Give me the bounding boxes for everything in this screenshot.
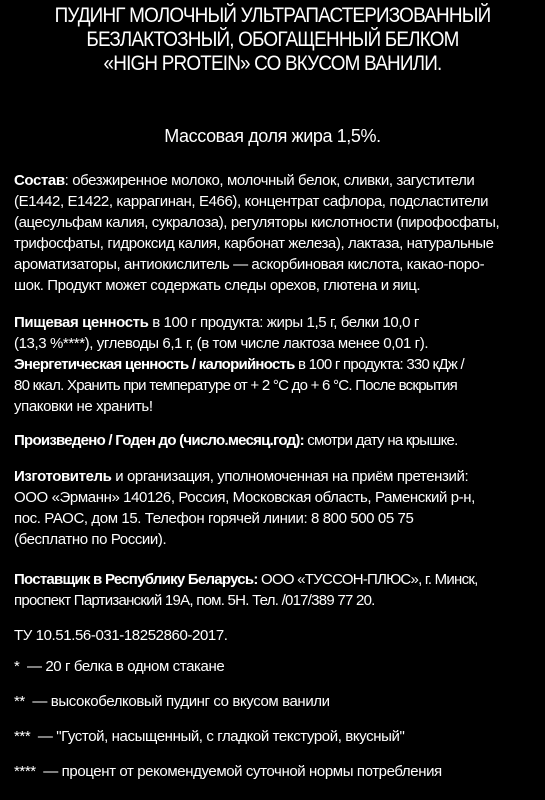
footnote-4-text: — процент от рекомендуемой суточной нормы потребления (43, 763, 442, 780)
manufacturer-text-2: ООО «Эрманн» 140126, Россия, Московская область, Раменский р-н, (14, 489, 475, 506)
energy-text-3: упаковки не хранить! (14, 398, 153, 415)
footnote-1 (14, 656, 535, 677)
footnote-2-mark: ** (14, 693, 25, 710)
supplier-text-1: ООО «ТУССОН-ПЛЮС», г. Минск, (257, 571, 478, 588)
footnote-4-mark: **** (14, 763, 36, 780)
product-title (0, 0, 545, 76)
footnote-3-text: — "Густой, насыщенный, с гладкой текстурой, вкусный" (37, 728, 405, 745)
manufacturer-text-1: и организация, уполномоченная на приём претензий: (111, 468, 469, 485)
supplier-text-2: проспект Партизанский 19А, пом. 5Н. Тел. /017/389 77 20. (14, 592, 375, 609)
footnote-1-mark: * (14, 658, 20, 675)
supplier-section (14, 569, 535, 611)
nutrition-text-1: в 100 г продукта: жиры 1,5 г, белки 10,0 г (148, 314, 419, 331)
footnote-2 (14, 691, 535, 712)
composition-text-6: шок. Продукт может содержать следы орехов, глютена и яиц. (14, 277, 421, 294)
title-line-2: БЕЗЛАКТОЗНЫЙ, ОБОГАЩЕННЫЙ БЕЛКОМ (86, 28, 459, 51)
manufacturer-label: Изготовитель (14, 468, 112, 485)
footnote-3 (14, 726, 535, 747)
composition-text-3: (ацесульфам калия, сукралоза), регуляторы кислотности (пирофосфаты, (14, 214, 500, 231)
composition-label: Состав (14, 172, 65, 189)
tu-code: ТУ 10.51.56-031-18252860-2017. (14, 627, 228, 644)
supplier-label: Поставщик в Республику Беларусь: (14, 571, 258, 588)
energy-text-2: 80 ккал. Хранить при температуре от + 2 °С до + 6 °С. После вскрытия (14, 377, 457, 394)
produced-section (14, 430, 535, 451)
composition-section (14, 170, 535, 296)
composition-text-2: (Е1442, Е1422, каррагинан, Е466), концентрат сафлора, подсластители (14, 193, 489, 210)
composition-text-4: трифосфаты, гидроксид калия, карбонат железа), лактаза, натуральные (14, 235, 494, 252)
energy-label: Энергетическая ценность / калорийность (14, 356, 295, 373)
produced-label: Произведено / Годен до (число.месяц.год): (14, 432, 304, 449)
nutrition-section (14, 312, 535, 417)
energy-text-1: в 100 г продукта: 330 кДж / (294, 356, 464, 373)
footnote-2-text: — высокобелковый пудинг со вкусом ванили (32, 693, 330, 710)
composition-text-1: : обезжиренное молоко, молочный белок, сливки, загустители (64, 172, 475, 189)
footnote-1-text: — 20 г белка в одном стакане (26, 658, 225, 675)
manufacturer-section (14, 466, 535, 550)
title-line-3: «HIGH PROTEIN» СО ВКУСОМ ВАНИЛИ. (103, 52, 442, 75)
footnote-3-mark: *** (14, 728, 31, 745)
nutrition-text-2: (13,3 %****), углеводы 6,1 г, (в том числе лактоза менее 0,01 г). (14, 335, 429, 352)
manufacturer-text-4: (бесплатно по России). (14, 531, 167, 548)
fat-content: Массовая доля жира 1,5%. (164, 126, 381, 146)
nutrition-label: Пищевая ценность (14, 314, 149, 331)
produced-text: смотри дату на крышке. (303, 432, 458, 449)
title-line-1: ПУДИНГ МОЛОЧНЫЙ УЛЬТРАПАСТЕРИЗОВАННЫЙ (54, 4, 491, 27)
composition-text-5: ароматизаторы, антиокислитель — аскорбиновая кислота, какао-поро- (14, 256, 485, 273)
footnote-4 (14, 761, 535, 782)
manufacturer-text-3: пос. РАОС, дом 15. Телефон горячей линии: 8 800 500 05 75 (14, 510, 414, 527)
